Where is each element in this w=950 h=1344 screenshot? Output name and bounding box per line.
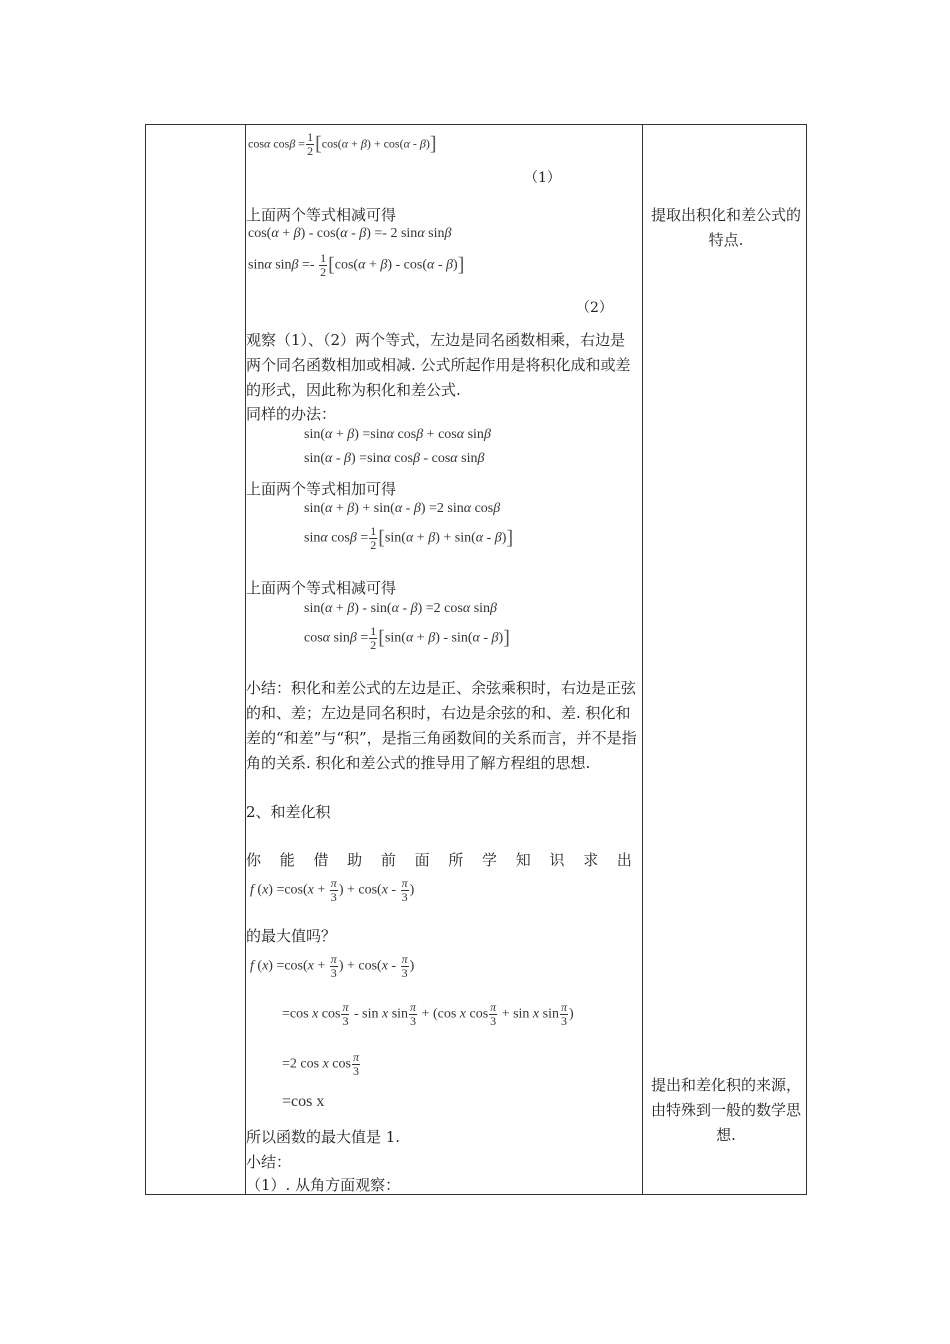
column-divider-right: [642, 125, 643, 1194]
question-char: 面: [414, 851, 430, 869]
observation-paragraph: 观察（1）、（2）两个等式，左边是同名函数相乘，右边是两个同名函数相加或相减. 公式所起作用是将积化成和或差的形式，因此称为积化和差公式.: [246, 331, 631, 399]
summary-paragraph: 小结：积化和差公式的左边是正、余弦乘积时，右边是正弦的和、差；左边是同名积时，右边是余弦的和、差. 积化和差的“和差”与“积”，是指三角函数间的关系而言，并不是指角的关系. 积化和差公式的推导用了解方程组的思想.: [246, 679, 637, 772]
add-intro: 上面两个等式相加可得: [246, 480, 397, 498]
subtract-intro-2: 上面两个等式相减可得: [246, 579, 397, 597]
equation-number-2: （2）: [576, 300, 613, 316]
equation-number-1: （1）: [524, 170, 561, 186]
formula-cos-sin-product: cosα sinβ = $\frac{1}{2}$ [sin(α + β) - sin(α - β)]: [304, 624, 510, 652]
lesson-table: [145, 124, 807, 1195]
question-char: 所: [448, 851, 464, 869]
question-char: 借: [313, 851, 329, 869]
formula-f-simplified: =2 cos x cos $\frac{\pi}{3}$: [282, 1050, 359, 1078]
formula-sin-sub-result: sin(α + β) - sin(α - β) =2 cosα sinβ: [304, 601, 498, 616]
subtract-intro: 上面两个等式相减可得: [246, 206, 397, 224]
formula-f-result: =cos x: [282, 1093, 325, 1110]
question-char: 前: [380, 851, 396, 869]
main-content-column: [246, 125, 641, 1194]
question-char: 知: [515, 851, 531, 869]
side-note-2: 提出和差化积的来源，由特殊到一般的数学思想.: [650, 1076, 801, 1144]
question-end: 的最大值吗？: [246, 927, 337, 945]
question-char: 出: [616, 851, 632, 869]
question-char: 学: [482, 851, 498, 869]
question-char: 能: [279, 851, 295, 869]
same-method-label: 同样的办法：: [246, 405, 337, 423]
question-char: 求: [583, 851, 599, 869]
formula-sin-diff: sin(α - β) =sinα cosβ - cosα sinβ: [304, 451, 485, 466]
summary-2-item-1: （1）. 从角方面观察：: [246, 1176, 401, 1194]
formula-sin-product: sinα sinβ =- $\frac{1}{2}$ [cos(α + β) - cos(α - β)]: [248, 251, 465, 279]
formula-f-restated: f (x) =cos(x + $\frac{\pi}{3}$ ) + cos(x - $\frac{\pi}{3}$ ): [250, 952, 415, 980]
formula-sin-cos-product: sinα cosβ = $\frac{1}{2}$ [sin(α + β) + sin(α - β)]: [304, 524, 514, 552]
question-char: 识: [549, 851, 565, 869]
section-2-title: 2、和差化积: [246, 803, 331, 821]
question-char: 助: [347, 851, 363, 869]
conclusion-text: 所以函数的最大值是 1.: [246, 1128, 401, 1146]
formula-sin-add-result: sin(α + β) + sin(α - β) =2 sinα cosβ: [304, 501, 501, 516]
formula-f-definition: f (x) =cos(x + $\frac{\pi}{3}$ ) + cos(x - $\frac{\pi}{3}$ ): [250, 876, 415, 904]
summary-2-label: 小结：: [246, 1153, 292, 1171]
question-char: 你: [246, 851, 262, 869]
formula-f-expanded: =cos x cos $\frac{\pi}{3}$ - sin x sin $\frac{\pi}{3}$ + (cos x cos $\frac{\pi}{3}$ + sin x sin $\frac{\pi}{3}$ ): [282, 1000, 574, 1028]
formula-cos-product: cosα cosβ = $\frac{1}{2}$ [cos(α + β) + cos(α - β)]: [248, 130, 437, 158]
formula-sin-sum: sin(α + β) =sinα cosβ + cosα sinβ: [304, 427, 491, 442]
formula-cos-difference: cos(α + β) - cos(α - β) =- 2 sinα sinβ: [248, 226, 452, 241]
question-line: [246, 848, 632, 873]
side-note-1: 提取出积化和差公式的特点.: [650, 206, 801, 249]
